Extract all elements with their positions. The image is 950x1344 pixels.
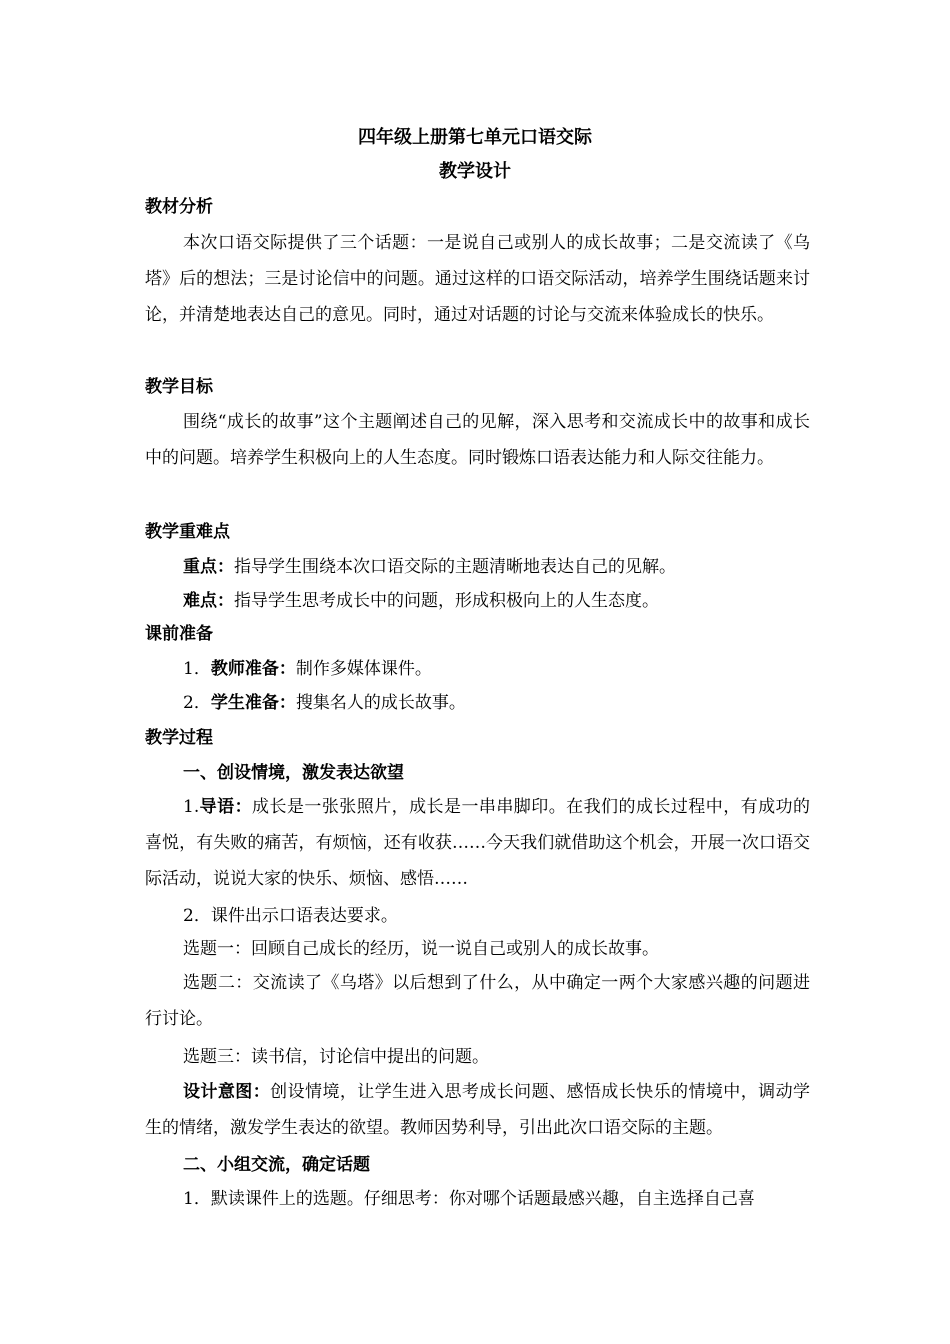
heading-keypoints: 教学重难点 [145,522,230,542]
step1-heading: 一、创设情境，激发表达欲望 [183,763,404,783]
step2-heading: 二、小组交流，确定话题 [183,1155,370,1175]
prep-item-number: 2． [183,693,211,713]
topic-three: 选题三：读书信，讨论信中提出的问题。 [183,1047,489,1067]
step1-item2: 2．课件出示口语表达要求。 [183,906,398,926]
prep-item-label: 教师准备： [210,659,296,679]
step1-item1-text: 成长是一张张照片，成长是一串串脚印。在我们的成长过程中，有成功的喜悦，有失败的痛苦，有烦恼，还有收获……今天我们就借助这个机会，开展一次口语交际活动，说说大家的快乐、烦恼、感悟…… [145,797,811,889]
topic-one: 选题一：回顾自己成长的经历，说一说自己或别人的成长故事。 [183,939,659,959]
document-subtitle: 教学设计 [439,161,511,182]
heading-analysis: 教材分析 [145,197,213,217]
step1-item1-number: 1. [183,797,200,817]
design-intent-text: 创设情境，让学生进入思考成长问题、感悟成长快乐的情境中，调动学生的情绪，激发学生表达的欲望。教师因势利导，引出此次口语交际的主题。 [145,1082,811,1138]
difficulty-label: 难点： [183,591,234,611]
prep-item-text: 制作多媒体课件。 [295,659,432,679]
prep-item-label: 学生准备： [210,693,296,713]
topic-two: 选题二：交流读了《乌塔》以后想到了什么，从中确定一两个大家感兴趣的问题进行讨论。 [145,973,810,1029]
paragraph-goals: 围绕“成长的故事”这个主题阐述自己的见解，深入思考和交流成长中的故事和成长中的问题。培养学生积极向上的人生态度。同时锻炼口语表达能力和人际交往能力。 [145,412,810,468]
prep-item-number: 1． [183,659,211,679]
prep-item-text: 搜集名人的成长故事。 [295,693,466,713]
heading-prep: 课前准备 [145,624,213,644]
design-intent-paragraph [145,1074,810,1146]
heading-process: 教学过程 [145,728,213,748]
step1-item1-label: 导语： [199,797,253,817]
difficulty-line [183,589,659,613]
heading-goals: 教学目标 [145,377,213,397]
keypoint-line [183,555,676,579]
difficulty-text: 指导学生思考成长中的问题，形成积极向上的人生态度。 [234,591,659,611]
prep-item-student [183,691,466,715]
document-title: 四年级上册第七单元口语交际 [358,127,592,148]
keypoint-text: 指导学生围绕本次口语交际的主题清晰地表达自己的见解。 [234,557,676,577]
design-intent-label: 设计意图： [183,1082,271,1102]
step2-item1: 1．默读课件上的选题。仔细思考：你对哪个话题最感兴趣，自主选择自己喜 [183,1189,755,1209]
paragraph-analysis: 本次口语交际提供了三个话题：一是说自己或别人的成长故事；二是交流读了《乌塔》后的想法；三是讨论信中的问题。通过这样的口语交际活动，培养学生围绕话题来讨论，并清楚地表达自己的意见。同时，通过对话题的讨论与交流来体验成长的快乐。 [145,233,810,325]
step1-item1-paragraph [145,789,810,897]
prep-item-teacher [183,657,432,681]
keypoint-label: 重点： [183,557,234,577]
